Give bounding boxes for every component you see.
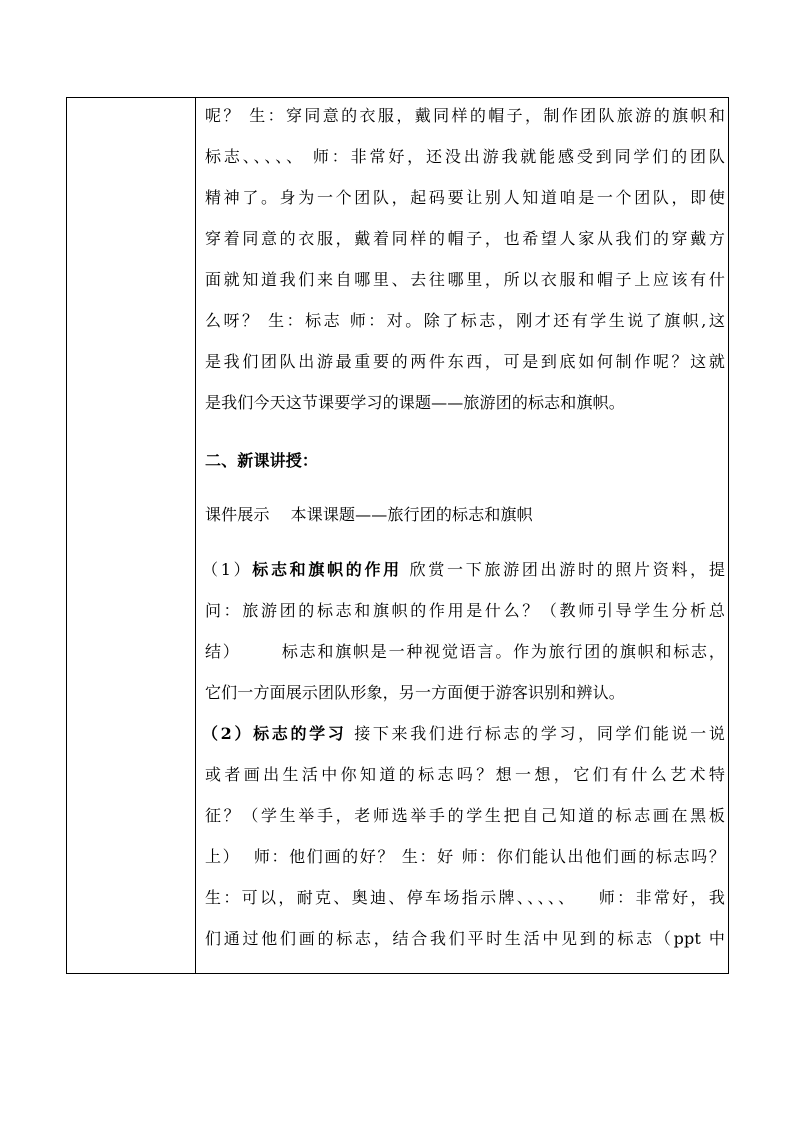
text-line: 面就知道我们来自哪里、去往哪里，所以衣服和帽子上应该有什 [205,270,725,289]
text-line: 结） 标志和旗帜是一种视觉语言。作为旅行团的旗帜和标志， [205,642,725,661]
text-line: 问：旅游团的标志和旗帜的作用是什么？（教师引导学生分析总 [205,601,725,620]
text-line: 它们一方面展示团队形象，另一方面便于游客识别和辨认。 [205,683,625,702]
text-line: 征？（学生举手，老师选举手的学生把自己知道的标志画在黑板 [205,806,725,825]
text-line: 们通过他们画的标志，结合我们平时生活中见到的标志（ppt 中 [205,929,725,948]
section-heading: 二、新课讲授： [205,451,319,470]
text-line: 穿着同意的衣服，戴着同样的帽子，也希望人家从我们的穿戴方 [205,229,725,248]
left-column-cell [67,98,196,973]
text-line: 上） 师：他们画的好？ 生：好 师：你们能认出他们画的标志吗？ [205,847,725,866]
item1-first-line [202,560,725,580]
item1-title: 标志和旗帜的作用 [252,560,402,579]
item2-first-line-rest: 接下来我们进行标志的学习，同学们能说一说 [346,724,725,743]
item1-prefix: （1） [202,560,253,579]
text-line: 是我们今天这节课要学习的课题——旅游团的标志和旗帜。 [205,393,625,412]
text-line: 标志、、、、、 师：非常好，还没出游我就能感受到同学们的团队 [205,147,725,166]
item2-title: 标志的学习 [253,724,347,743]
text-line: 精神了。身为一个团队，起码要让别人知道咱是一个团队，即使 [205,188,725,207]
text-line: 或者画出生活中你知道的标志吗？想一想，它们有什么艺术特 [205,765,725,784]
text-line: 是我们团队出游最重要的两件东西，可是到底如何制作呢？这就 [205,352,725,371]
content-cell [196,98,729,973]
text-line: 生：可以，耐克、奥迪、停车场指示牌、、、、、 师：非常好，我 [205,888,725,907]
text-line: 呢？ 生：穿同意的衣服，戴同样的帽子，制作团队旅游的旗帜和 [205,106,725,125]
item1-first-line-rest: 欣赏一下旅游团出游时的照片资料，提 [401,560,725,579]
lesson-table [66,97,729,974]
text-line: 么呀？ 生：标志 师：对。除了标志，刚才还有学生说了旗帜,这 [205,311,725,330]
item2-prefix: （2） [202,724,254,743]
course-title-line: 课件展示 本课课题——旅行团的标志和旗帜 [205,505,533,524]
item2-first-line [202,724,725,744]
